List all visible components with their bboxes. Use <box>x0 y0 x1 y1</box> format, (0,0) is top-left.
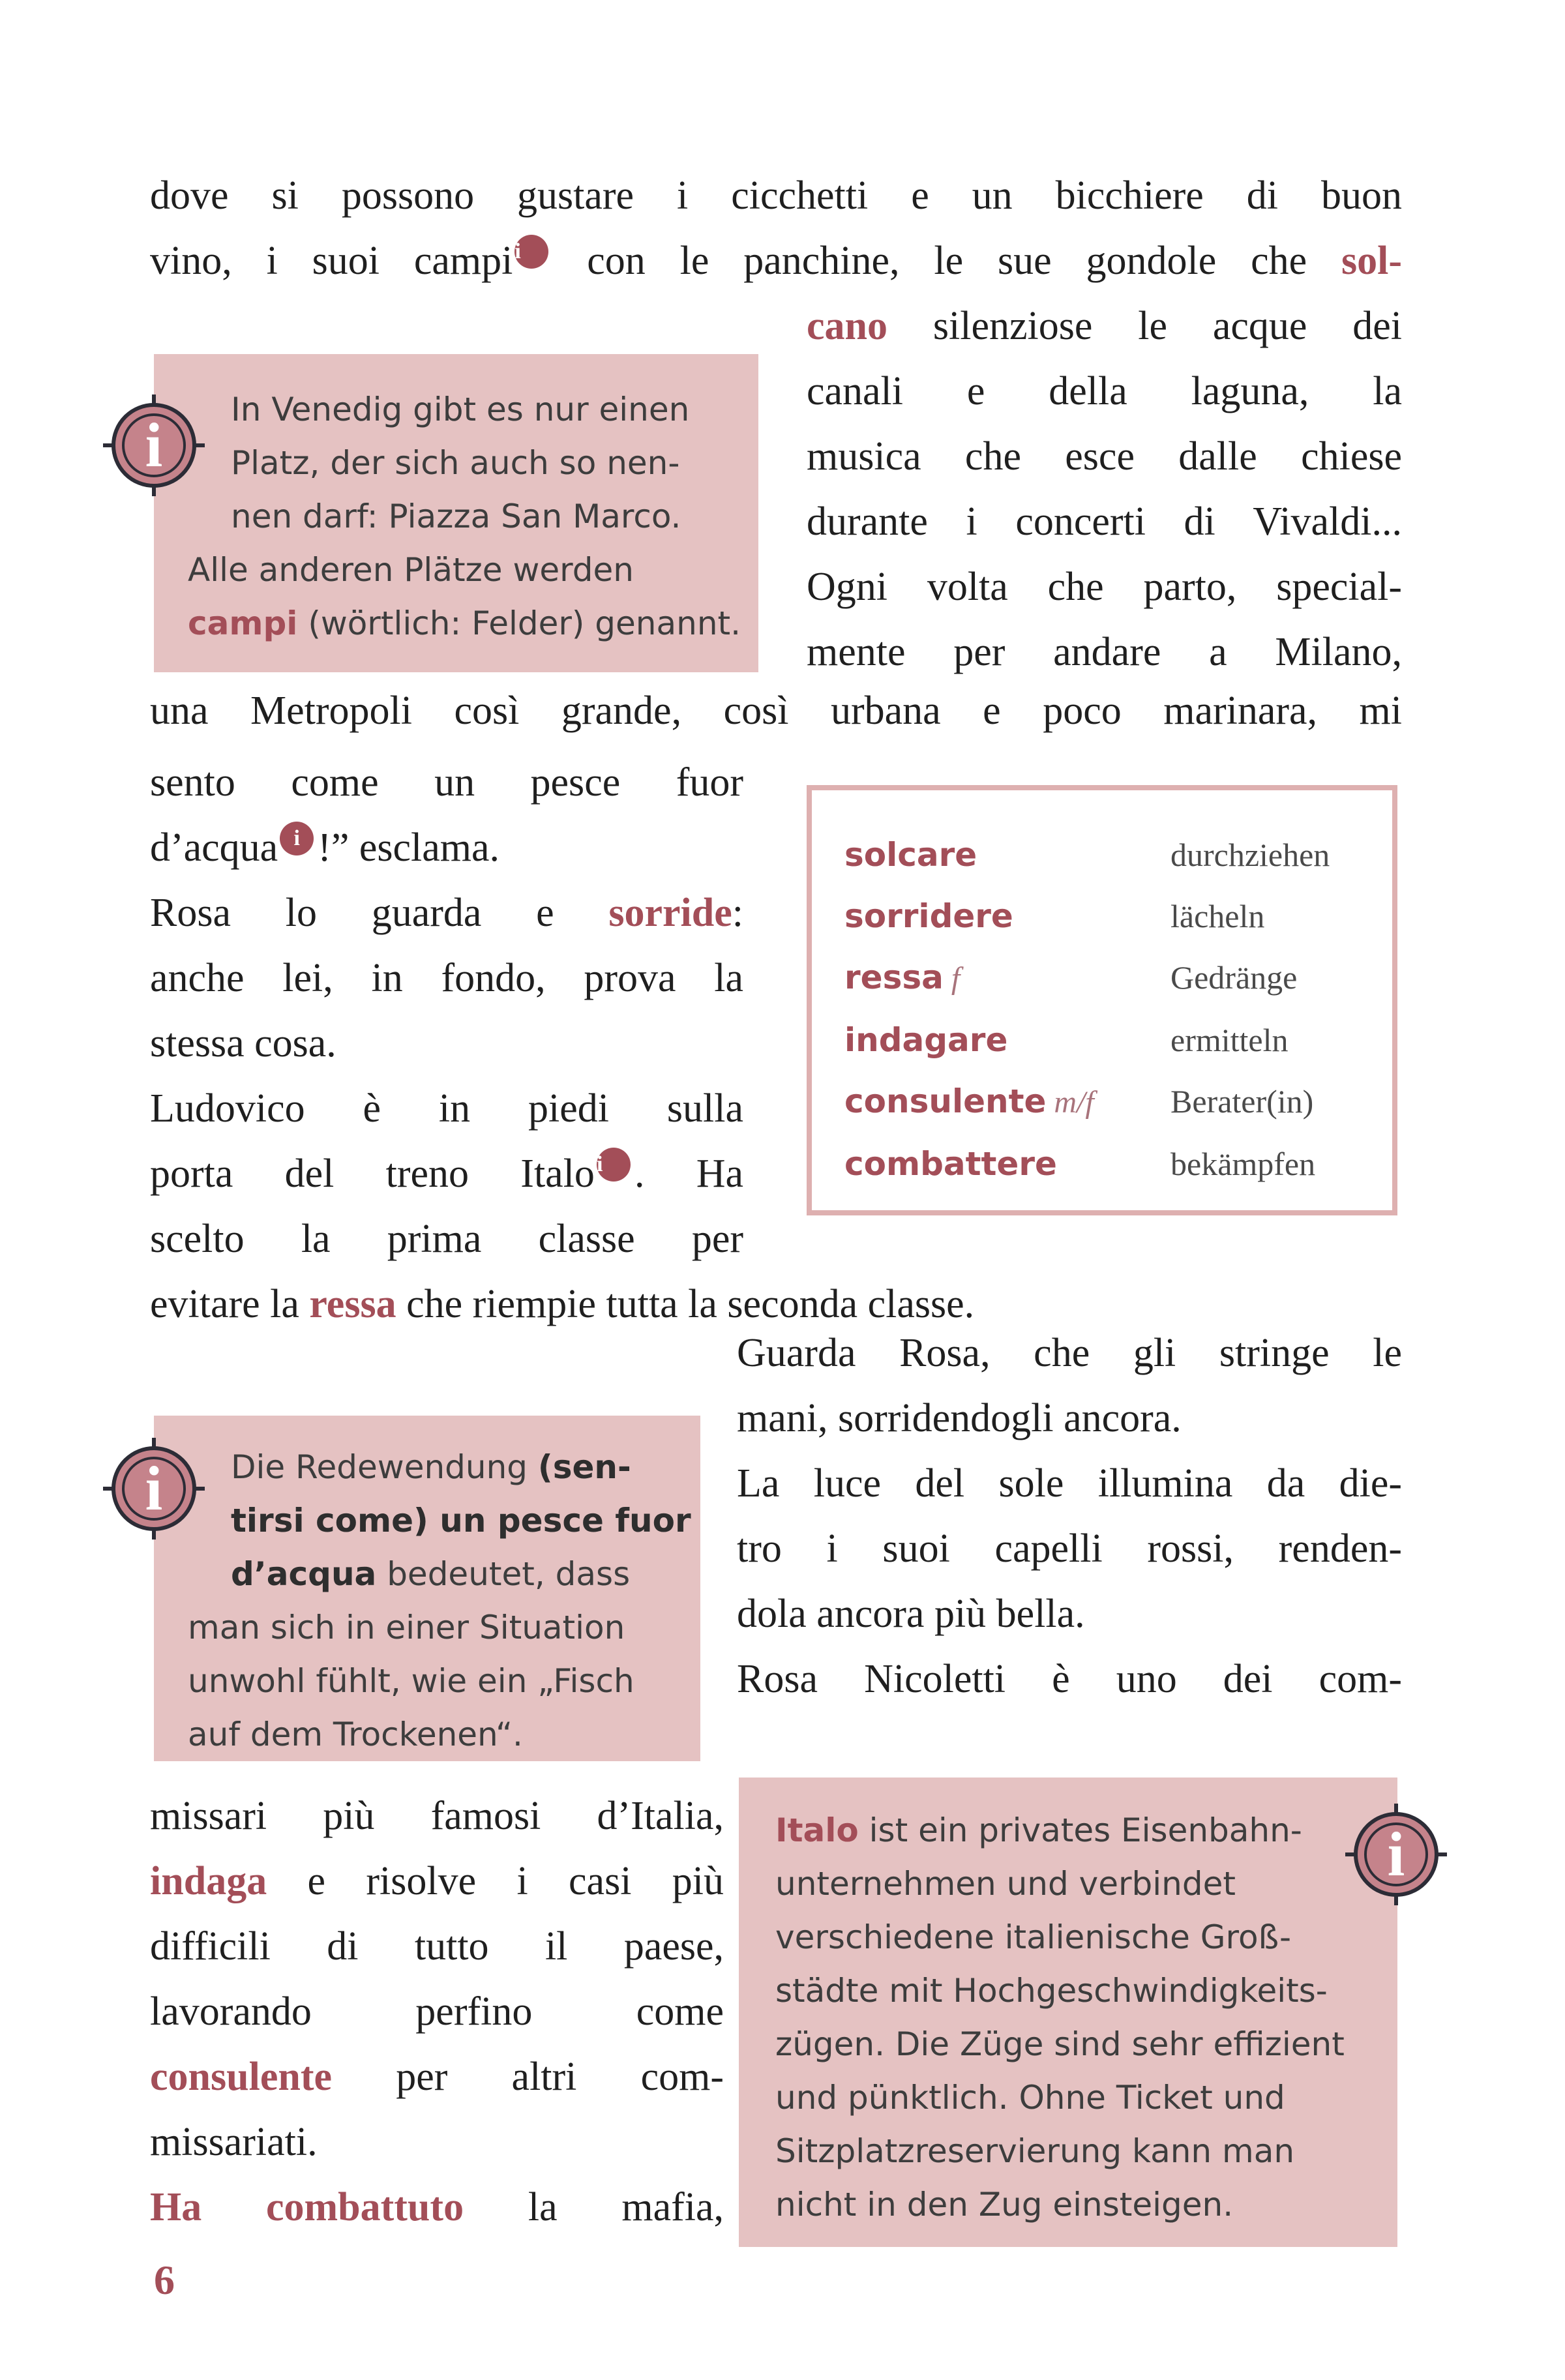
text-line <box>775 2178 1300 2231</box>
text-segment: Guarda Rosa, che gli stringe le <box>737 1331 1402 1375</box>
text-line <box>188 1708 685 1761</box>
text-segment: . Ha <box>634 1152 743 1196</box>
text-segment: ressa <box>309 1282 396 1326</box>
text-line <box>150 163 1402 228</box>
text-segment: auf dem Trockenen“. <box>188 1716 523 1753</box>
text-line <box>775 1911 1300 1964</box>
info-box-idiom <box>145 1416 700 1761</box>
text-segment: canali e della laguna, la <box>807 369 1402 413</box>
text-line <box>150 1011 743 1076</box>
text-segment: missari più famosi d’Italia, <box>150 1794 724 1838</box>
vocab-entry <box>844 1133 1379 1195</box>
info-box-venice-campi <box>145 354 758 672</box>
vocab-entry <box>844 824 1379 885</box>
text-segment: und pünktlich. Ohne Ticket und <box>775 2079 1285 2117</box>
inline-info-marker: i <box>280 822 314 855</box>
text-line <box>807 489 1402 554</box>
text-segment: Rosa Nicoletti è uno dei com- <box>737 1657 1402 1701</box>
text-segment: campi <box>188 604 298 642</box>
text-segment: zügen. Die Züge sind sehr effizient <box>775 2025 1345 2063</box>
text-line <box>231 436 739 490</box>
vocab-box <box>807 785 1397 1215</box>
text-segment: unternehmen und verbindet <box>775 1865 1236 1903</box>
line-metropoli <box>150 678 1402 743</box>
text-segment: lavorando perfino come <box>150 1989 724 2034</box>
info-box-text <box>775 1804 1345 2231</box>
text-segment: evitare la <box>150 1282 310 1326</box>
vocab-german-translation: durchziehen <box>1170 837 1330 873</box>
text-segment: nicht in den Zug einsteigen. <box>775 2186 1234 2224</box>
text-line <box>737 1320 1402 1386</box>
text-line <box>775 1857 1300 1911</box>
info-box-italo <box>739 1778 1405 2247</box>
text-segment: Alle anderen Plätze werden <box>188 551 634 589</box>
text-segment: stessa cosa. <box>150 1021 336 1065</box>
text-segment: Italo <box>775 1811 859 1849</box>
text-segment: sol- <box>1341 239 1403 283</box>
text-segment: sento come un pesce fuor <box>150 760 743 805</box>
vocab-italian-word: indagare <box>844 1021 1008 1059</box>
text-segment: !” esclama. <box>318 826 500 870</box>
text-segment: durante i concerti di Vivaldi... <box>807 499 1402 544</box>
text-column-right-top <box>807 293 1402 685</box>
text-line <box>150 2044 724 2109</box>
text-segment: Ludovico è in piedi sulla <box>150 1086 743 1131</box>
text-line <box>150 1979 724 2044</box>
text-segment: Sitzplatzreservierung kann man <box>775 2132 1295 2170</box>
text-line <box>807 554 1402 619</box>
text-segment: : <box>732 891 743 935</box>
text-segment: man sich in einer Situation <box>188 1609 625 1646</box>
text-line <box>188 543 739 597</box>
text-segment: d’acqua <box>150 826 278 870</box>
text-line <box>150 678 1402 743</box>
vocab-italian-word: ressa f <box>844 959 961 996</box>
text-line <box>150 2175 724 2240</box>
text-line <box>231 1547 685 1601</box>
text-segment: dove si possono gustare i cicchetti e un bicchiere di buon <box>150 173 1402 218</box>
svg-text:i: i <box>145 1453 163 1523</box>
text-line <box>775 1964 1328 2017</box>
text-line <box>775 2071 1300 2124</box>
text-segment: che riempie tutta la seconda classe. <box>396 1282 975 1326</box>
text-segment: difficili di tutto il paese, <box>150 1924 724 1969</box>
text-segment: bedeutet, dass <box>376 1555 631 1593</box>
text-segment: con le panchine, le sue gondole che <box>552 239 1342 283</box>
vocab-entry <box>844 1071 1379 1133</box>
text-line <box>150 1783 724 1849</box>
text-line <box>775 2017 1345 2071</box>
vocab-gender-marker: f <box>943 961 961 996</box>
text-segment: per altri com- <box>332 2055 724 2099</box>
text-line <box>188 1601 685 1654</box>
vocab-german-translation: ermitteln <box>1170 1022 1289 1058</box>
vocab-italian-word: combattere <box>844 1145 1057 1183</box>
text-line <box>150 1914 724 1979</box>
info-box-text <box>188 1440 691 1761</box>
text-segment: Platz, der sich auch so nen- <box>231 444 680 482</box>
text-line <box>807 293 1402 359</box>
vocab-german-translation: Gedränge <box>1170 959 1298 996</box>
text-line <box>150 228 1402 293</box>
text-segment: cano <box>807 304 887 348</box>
text-line <box>231 490 739 543</box>
text-segment: La luce del sole illumina da die- <box>737 1461 1402 1506</box>
paragraph-intro <box>150 163 1402 293</box>
text-segment: nen darf: Piazza San Marco. <box>231 498 681 535</box>
vocab-entry <box>844 885 1379 947</box>
text-segment: scelto la prima classe per <box>150 1217 743 1261</box>
text-line <box>150 750 743 815</box>
text-line <box>737 1581 1402 1646</box>
text-segment: mente per andare a Milano, <box>807 630 1402 674</box>
svg-text:i: i <box>1387 1819 1405 1889</box>
info-icon <box>1344 1802 1448 1907</box>
text-line <box>231 1440 685 1494</box>
text-line <box>737 1451 1402 1516</box>
text-segment: porta del treno Italo <box>150 1152 595 1196</box>
text-segment: anche lei, in fondo, prova la <box>150 956 743 1000</box>
text-segment: e risolve i casi più <box>267 1859 724 1903</box>
vocab-entry <box>844 947 1379 1009</box>
text-segment: silenziose le acque dei <box>887 304 1402 348</box>
text-segment: städte mit Hochgeschwindigkeits- <box>775 1972 1328 2010</box>
text-line <box>150 1849 724 1914</box>
text-segment: ist ein privates Eisenbahn- <box>858 1811 1302 1849</box>
text-segment: una Metropoli così grande, così urbana e poco marinara, mi <box>150 689 1402 733</box>
text-line <box>150 1206 743 1272</box>
text-line <box>231 383 739 436</box>
vocab-entry <box>844 1009 1379 1071</box>
text-line <box>775 1804 1300 1857</box>
text-segment: Ogni volta che parto, special- <box>807 565 1402 609</box>
vocab-italian-word: solcare <box>844 836 977 874</box>
text-segment: d’acqua <box>231 1555 377 1593</box>
text-line <box>188 597 739 650</box>
text-segment: dola ancora più bella. <box>737 1592 1085 1636</box>
text-line <box>150 2109 724 2175</box>
info-icon <box>102 393 206 498</box>
text-segment: Rosa lo guarda e <box>150 891 609 935</box>
vocab-german-translation: Berater(in) <box>1170 1083 1314 1120</box>
vocab-german-translation: lächeln <box>1170 898 1265 934</box>
vocab-german-translation: bekämpfen <box>1170 1146 1316 1182</box>
text-column-left-mid <box>150 750 743 1272</box>
text-line <box>150 945 743 1011</box>
page-number: 6 <box>154 2257 175 2303</box>
inline-info-marker: i <box>514 235 548 269</box>
text-column-left-bottom <box>150 1783 724 2240</box>
text-segment: unwohl fühlt, wie ein „Fisch <box>188 1662 634 1700</box>
text-segment: vino, i suoi campi <box>150 239 513 283</box>
info-box-text <box>188 383 739 650</box>
text-segment: (wörtlich: Felder) genannt. <box>297 604 741 642</box>
text-line <box>231 1494 691 1547</box>
text-line <box>807 424 1402 489</box>
text-segment: mani, sorridendogli ancora. <box>737 1396 1182 1440</box>
text-segment: Ha combattuto <box>150 2185 464 2229</box>
text-segment: musica che esce dalle chiese <box>807 434 1402 479</box>
text-segment: Die Redewendung <box>231 1448 538 1486</box>
text-line <box>807 619 1402 685</box>
text-segment: indaga <box>150 1859 267 1903</box>
text-line <box>737 1386 1402 1451</box>
svg-text:i: i <box>145 410 163 480</box>
vocab-italian-word: consulente m/f <box>844 1082 1094 1120</box>
text-segment: sorride <box>608 891 732 935</box>
text-segment: verschiedene italienische Groß- <box>775 1918 1292 1956</box>
info-icon <box>102 1436 206 1541</box>
text-segment: la mafia, <box>464 2185 724 2229</box>
text-line <box>188 1654 685 1708</box>
vocab-italian-word: sorridere <box>844 897 1013 935</box>
text-segment: consulente <box>150 2055 332 2099</box>
text-line <box>150 1076 743 1141</box>
text-segment: In Venedig gibt es nur einen <box>231 391 690 428</box>
text-line <box>150 880 743 945</box>
text-line <box>150 815 743 880</box>
inline-info-marker: i <box>597 1148 631 1182</box>
text-segment: tirsi come) un pesce fuor <box>231 1502 691 1540</box>
text-segment: missariati. <box>150 2120 318 2164</box>
text-line <box>150 1141 743 1206</box>
text-segment: (sen- <box>537 1448 631 1486</box>
text-column-right-mid <box>737 1320 1402 1712</box>
vocab-gender-marker: m/f <box>1046 1085 1094 1120</box>
text-segment: tro i suoi capelli rossi, renden- <box>737 1526 1402 1571</box>
text-line <box>737 1516 1402 1581</box>
text-line <box>807 359 1402 424</box>
text-line <box>775 2124 1300 2178</box>
text-line <box>737 1646 1402 1712</box>
